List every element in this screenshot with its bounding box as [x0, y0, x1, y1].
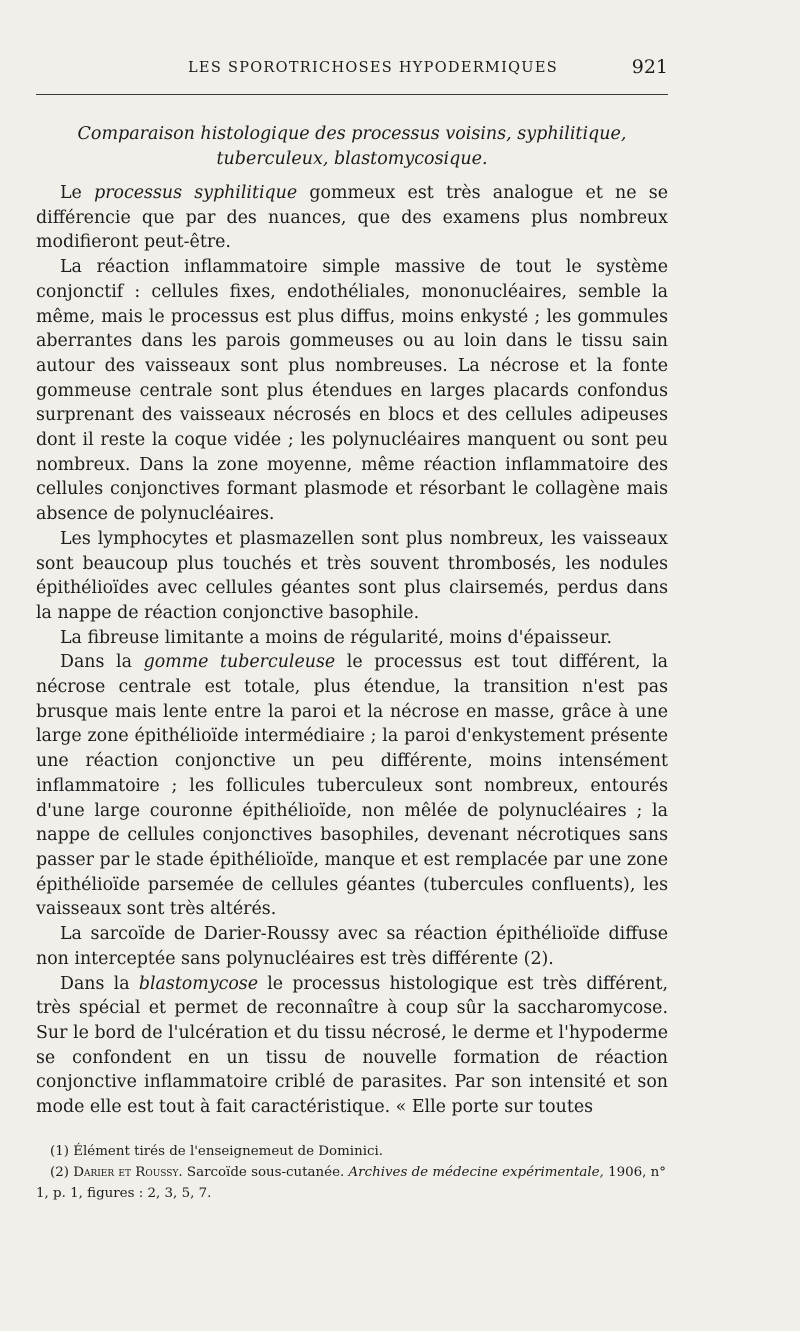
- section-heading-line-1: Comparaison histologique des processus voisins, syphilitique,: [77, 124, 627, 144]
- paragraph-rest: le processus histologique est très différent, très spécial et permet de reconnaître à coup sûr la saccharomycose. Sur le bord de l'ulcération et du tissu nécrosé, le derme et l'hypoderme se confondent en un tissu de nouvelle formation de réaction conjonctive inflammatoire criblé de parasites. Par son intensité et son mode elle est tout à fait caractéristique. « Elle porte sur toutes: [36, 973, 669, 1118]
- footnote-2: [36, 1162, 668, 1204]
- page-header: [36, 58, 668, 88]
- paragraph-sarcoid: La sarcoïde de Darier-Roussy avec sa réaction épithélioïde diffuse non interceptée sans polynucléaires est très différente (2).: [36, 924, 668, 969]
- paragraph-blastomycosis: [36, 972, 668, 1120]
- footnotes: [36, 1141, 668, 1204]
- paragraph-lead: Dans la: [60, 973, 130, 994]
- footnote-journal: Archives de médecine expérimentale,: [348, 1165, 604, 1180]
- paragraph-tuberculous: [36, 650, 668, 922]
- section-heading-line-2: tuberculeux, blastomycosique.: [216, 149, 488, 169]
- footnote-marker: (2): [50, 1165, 69, 1180]
- paragraph-rest: le processus est tout différent, la nécrose centrale est totale, plus étendue, la transition n'est pas brusque mais lente entre la paroi et la nécrose en masse, grâce à une large zone épithélioïde intermédiaire ; la paroi d'enkystement présente une réaction conjonctive un peu différente, moins intensément inflammatoire ; les follicules tuberculeux sont nombreux, entourés d'une large couronne épithélioïde, non mêlée de polynucléaires ; la nappe de cellules conjonctives basophiles, devenant nécrotiques sans passer par le stade épithélioïde, manque et est remplacée par une zone épithélioïde parsemée de cellules géantes (tubercules confluents), les vaisseaux sont très altérés.: [36, 652, 668, 920]
- paragraph-rest: gommeux est très analogue et ne se différencie que par des nuances, que des examens plus nombreux modifieront peut-être.: [36, 183, 668, 253]
- paragraph-lead: Dans la: [60, 652, 132, 673]
- emphasized-term: gomme tuberculeuse: [143, 652, 336, 673]
- paragraph-lead: Le: [60, 183, 82, 203]
- emphasized-term: blastomycose: [138, 973, 259, 994]
- paragraph-fibrous-limit: La fibreuse limitante a moins de régularité, moins d'épaisseur.: [60, 627, 613, 648]
- running-title: LES SPOROTRICHOSES HYPODERMIQUES: [188, 60, 558, 76]
- page-number: 921: [631, 56, 668, 78]
- header-rule: [36, 94, 668, 95]
- section-heading: [36, 122, 668, 172]
- footnote-1: (1) Élément tirés de l'enseignemeut de Dominici.: [50, 1144, 384, 1159]
- paragraph-lymphocytes: Les lymphocytes et plasmazellen sont plus nombreux, les vaisseaux sont beaucoup plus touchés et très souvent thrombosés, les nodules épithélioïdes avec cellules géantes sont plus clairsemés, perdus dans la nappe de réaction conjonctive basophile.: [36, 528, 668, 623]
- paragraph-inflammatory-reaction: La réaction inflammatoire simple massive de tout le système conjonctif : cellules fixes, endothéliales, mononucléaires, semble la même, mais le processus est plus diffus, moins enkysté ; les gommules aberrantes dans les parois gommeuses ou au loin dans le tissu sain autour des vaisseaux sont plus nombreuses. La nécrose et la fonte gommeuse centrale sont plus étendues en larges placards confondus surprenant des vaisseaux nécrosés en blocs et des cellules adipeuses dont il reste la coque vidée ; les polynucléaires manquent ou sont peu nombreux. Dans la zone moyenne, même réaction inflammatoire des cellules conjonctives formant plasmode et résorbant le collagène mais absence de polynucléaires.: [36, 257, 668, 525]
- emphasized-term: processus syphilitique: [94, 183, 298, 203]
- paragraph-syphilitic: [36, 181, 668, 255]
- footnote-details: 1906, n° 1, p. 1, figures : 2, 3, 5, 7.: [36, 1165, 666, 1201]
- body-text: [36, 181, 668, 1120]
- footnote-title: Sarcoïde sous-cutanée.: [186, 1165, 345, 1180]
- footnote-authors: Darier et Roussy.: [73, 1165, 183, 1180]
